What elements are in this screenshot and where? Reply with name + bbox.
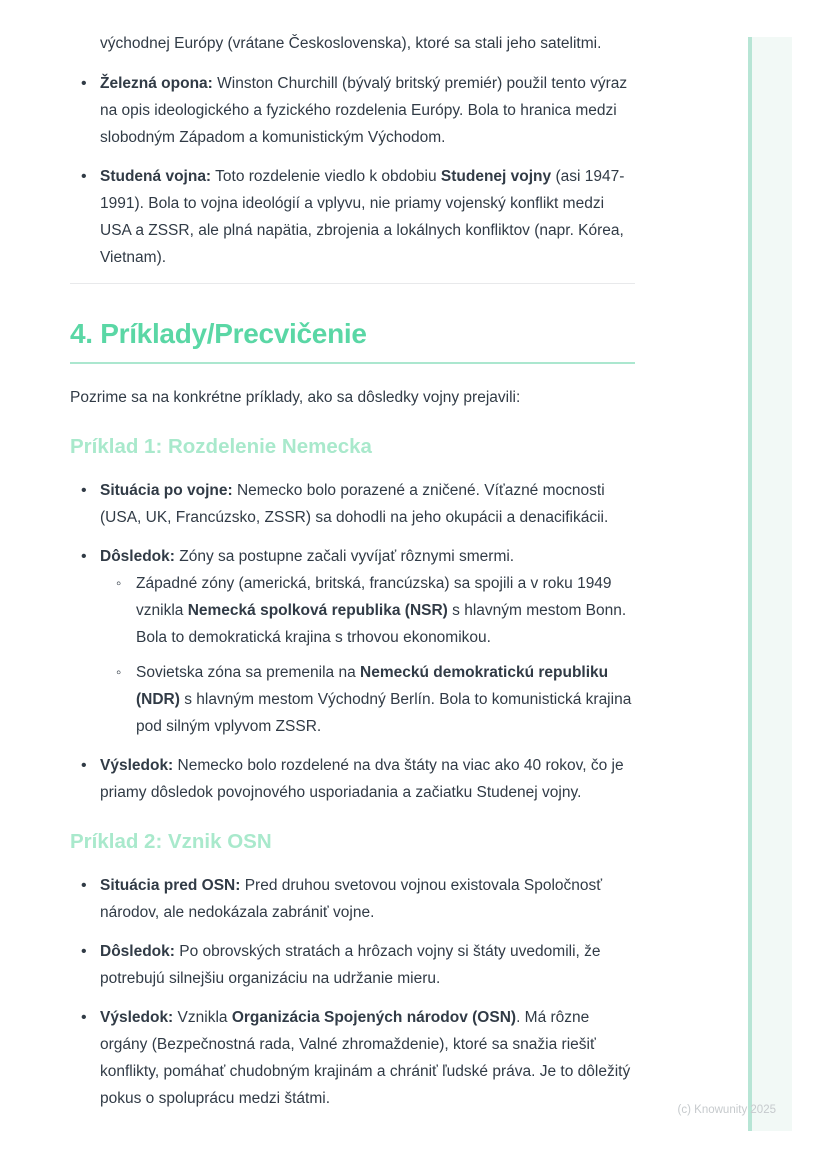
bullet-text: s hlavným mestom Východný Berlín. Bola to komunistická krajina pod silným vplyvom ZSSR. — [136, 691, 632, 735]
bullet-text: Nemecko bolo porazené a zničené. Víťazné mocnosti (USA, UK, Francúzsko, ZSSR) sa dohodli na jeho okupácii a denacifikácii. — [100, 482, 609, 526]
bullet-text: . Má rôzne orgány (Bezpečnostná rada, Valné zhromaždenie), ktoré sa snažia riešiť konflikty, pomáhať chudobným krajinám a chrániť ľudské práva. Je to dôležitý pokus o spoluprácu medzi štátmi. — [100, 1009, 631, 1107]
bullet-list-top — [70, 70, 635, 271]
bullet-text-bold: Nemecká spolková republika (NSR) — [187, 602, 448, 619]
list-item — [70, 752, 635, 806]
bullet-term: Dôsledok: — [100, 548, 175, 565]
bullet-list-example2 — [70, 872, 635, 1112]
bullet-text-bold: Nemeckú demokratickú republiku (NDR) — [136, 664, 609, 708]
sub-list-item — [100, 570, 635, 651]
bullet-text: Po obrovských stratách a hrôzach vojny si štáty uvedomili, že potrebujú silnejšiu organizáciu na udržanie mieru. — [100, 943, 601, 987]
bullet-text: Winston Churchill (bývalý britský premiér) použil tento výraz na opis ideologického a fyzického rozdelenia Európy. Bola to hranica medzi slobodným Západom a komunistickým Východom. — [100, 75, 628, 146]
paragraph-continuation: východnej Európy (vrátane Československa), ktoré sa stali jeho satelitmi. — [100, 35, 602, 52]
bullet-text: (asi 1947-1991). Bola to vojna ideológií a vplyvu, nie priamy vojenský konflikt medzi USA a ZSSR, ale plná napätia, zbrojenia a lokálnych konfliktov (napr. Kórea, Vietnam). — [100, 168, 625, 266]
bullet-text-bold: Studenej vojny — [440, 168, 552, 185]
bullet-term: Situácia po vojne: — [100, 482, 233, 499]
list-item — [70, 872, 635, 926]
copyright-footer: (c) Knowunity 2025 — [677, 1104, 776, 1116]
list-item — [70, 163, 635, 271]
list-item — [70, 477, 635, 531]
bullet-text: Sovietska zóna sa premenila na — [136, 664, 361, 681]
list-item — [70, 70, 635, 151]
bullet-term: Výsledok: — [100, 1009, 174, 1026]
bullet-text: Západné zóny (americká, britská, francúzska) sa spojili a v roku 1949 vznikla — [136, 575, 612, 619]
list-item — [70, 543, 635, 740]
bullet-term: Situácia pred OSN: — [100, 877, 241, 894]
section-intro: Pozrime sa na konkrétne príklady, ako sa dôsledky vojny prejavili: — [70, 389, 521, 406]
page-edge-accent-bar — [748, 37, 752, 1131]
list-item — [70, 938, 635, 992]
section-heading: 4. Príklady/Precvičenie — [70, 316, 635, 364]
section-divider — [70, 283, 635, 284]
sub-list-item — [100, 659, 635, 740]
bullet-term: Železná opona: — [100, 75, 213, 92]
page-edge-tint — [752, 37, 792, 1131]
bullet-text: Zóny sa postupne začali vyvíjať rôznymi smermi. — [174, 548, 515, 565]
bullet-text: Toto rozdelenie viedlo k obdobiu — [211, 168, 441, 185]
bullet-text: Vznikla — [173, 1009, 232, 1026]
bullet-term: Dôsledok: — [100, 943, 175, 960]
bullet-list-example1 — [70, 477, 635, 806]
bullet-text-bold: Organizácia Spojených národov (OSN) — [231, 1009, 517, 1026]
list-item — [70, 1004, 635, 1112]
sub-bullet-list — [100, 570, 635, 740]
bullet-text: s hlavným mestom Bonn. Bola to demokratická krajina s trhovou ekonomikou. — [136, 602, 627, 646]
example2-heading: Príklad 2: Vznik OSN — [70, 830, 272, 853]
bullet-text: Pred druhou svetovou vojnou existovala Spoločnosť národov, ale nedokázala zabrániť vojne. — [100, 877, 603, 921]
document-content — [70, 30, 635, 1124]
bullet-text: Nemecko bolo rozdelené na dva štáty na viac ako 40 rokov, čo je priamy dôsledok povojnového usporiadania a začiatku Studenej vojny. — [100, 757, 624, 801]
bullet-term: Výsledok: — [100, 757, 174, 774]
example1-heading: Príklad 1: Rozdelenie Nemecka — [70, 435, 372, 458]
bullet-term: Studená vojna: — [100, 168, 212, 185]
